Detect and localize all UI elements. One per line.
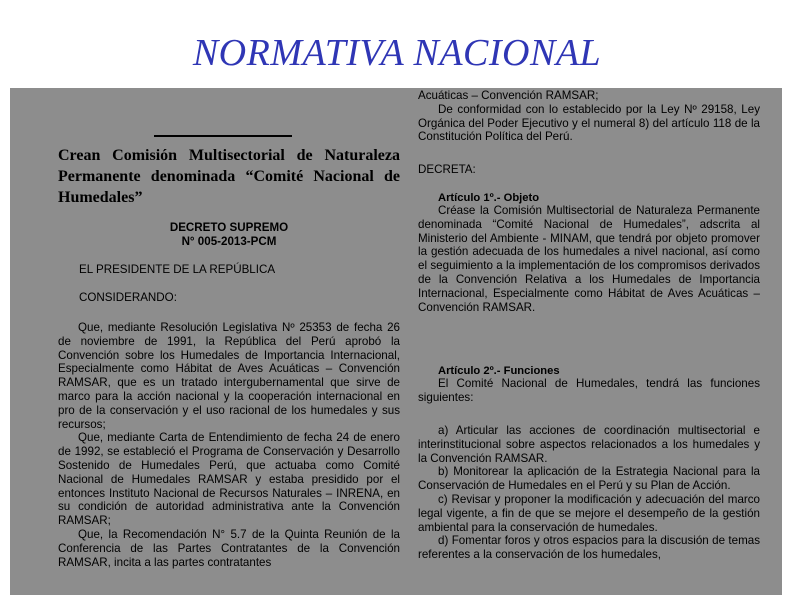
decreta-heading: DECRETA:: [418, 163, 476, 176]
article-1-text: Créase la Comisión Multisectorial de Naturaleza Permanente denominada “Comité Nacional de Humedales”, adscrita al Ministerio del Ambiente - MINAM, que tendrá por objeto promover la gestión adecuada de los humedales a nivel nacional, así como el seguimiento a la implementación de los compromisos derivados de la Convención Relativa a los Humedales de Importancia Internacional, Especialmente como Hábitat de Aves Acuáticas – Convención RAMSAR.: [418, 204, 760, 314]
article-1-heading: Artículo 1º.- Objeto: [438, 192, 540, 204]
considering-paragraphs: [58, 321, 400, 569]
article-1: [418, 192, 760, 314]
function-c: c) Revisar y proponer la modificación y adecuación del marco legal vigente, a fin de que se mejore el desempeño de la gestión ambiental para la conservación de humedales.: [418, 492, 760, 534]
title-rule: [154, 135, 292, 137]
president-heading: EL PRESIDENTE DE LA REPÚBLICA: [79, 263, 276, 276]
functions-list: [418, 424, 760, 562]
legal-basis: [418, 89, 760, 144]
paragraph-recommendation: Que, la Recomendación N° 5.7 de la Quinta Reunión de la Conferencia de las Partes Contratantes de la Convención RAMSAR, incita a las partes contratantes: [58, 527, 400, 569]
article-2-heading: Artículo 2º.- Funciones: [438, 365, 560, 377]
paragraph-ramsar-approval: Que, mediante Resolución Legislativa Nº 25353 de fecha 26 de noviembre de 1991, la República del Perú aprobó la Convención sobre los Humedales de Importancia Internacional, Especialmente como Hábitat de Aves Acuáticas – Convención RAMSAR, que es un tratado intergubernamental que sirve de marco para la acción nacional y la cooperación internacional en pro de la conservación y el uso racional de los humedales y sus recursos;: [58, 321, 400, 431]
decree-title: Crean Comisión Multisectorial de Naturaleza Permanente denominada “Comité Nacional de Humedales”: [58, 147, 400, 206]
decree-type: DECRETO SUPREMO: [169, 221, 289, 234]
article-2-intro: El Comité Nacional de Humedales, tendrá las funciones siguientes:: [418, 377, 760, 404]
article-2: [418, 365, 760, 405]
document-page: [10, 88, 782, 595]
decree-id: N° 005-2013-PCM: [181, 235, 277, 248]
paragraph-legal-basis: De conformidad con lo establecido por la Ley Nº 29158, Ley Orgánica del Poder Ejecutivo y el numeral 8) del artículo 118 de la Constitución Política del Perú.: [418, 102, 760, 144]
paragraph-continuation: Acuáticas – Convención RAMSAR;: [418, 89, 599, 102]
function-d: d) Fomentar foros y otros espacios para la discusión de temas referentes a la conservación de los humedales,: [418, 534, 760, 562]
decree-number: [58, 221, 400, 249]
paragraph-letter-of-understanding: Que, mediante Carta de Entendimiento de fecha 24 de enero de 1992, se estableció el Programa de Conservación y Desarrollo Sostenido de Humedales Perú, que actuaba como Comité Nacional de Humedales RAMSAR y estaba presidido por el entonces Instituto Nacional de Recursos Naturales – INRENA, en su condición de autoridad administrativa ante la Convención RAMSAR;: [58, 431, 400, 528]
page-banner-title: NORMATIVA NACIONAL: [192, 32, 602, 74]
considering-heading: CONSIDERANDO:: [79, 291, 177, 304]
function-a: a) Articular las acciones de coordinación multisectorial e interinstitucional sobre aspectos relacionados a los humedales y la Convención RAMSAR.: [418, 424, 760, 465]
function-b: b) Monitorear la aplicación de la Estrategia Nacional para la Conservación de Humedales en el Perú y su Plan de Acción.: [418, 465, 760, 493]
